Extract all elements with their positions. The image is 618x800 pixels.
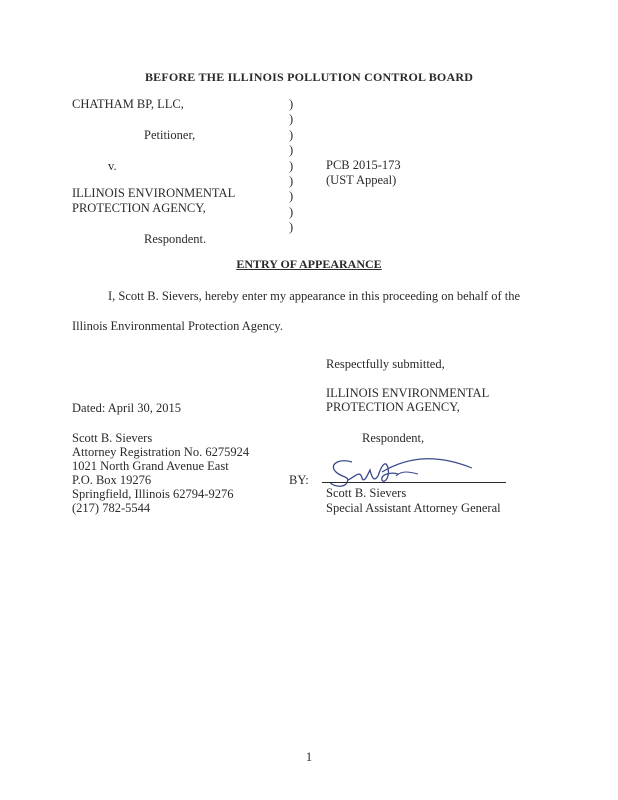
paren-mark: ) <box>289 127 294 142</box>
paren-mark: ) <box>289 112 294 127</box>
paren-mark: ) <box>289 204 294 219</box>
contact-registration: Attorney Registration No. 6275924 <box>72 445 250 459</box>
body-text-line1: I, Scott B. Sievers, hereby enter my appearance in this proceeding on behalf of the <box>108 289 521 303</box>
respondent-name-line2: PROTECTION AGENCY, <box>72 201 206 215</box>
contact-city: Springfield, Illinois 62794-9276 <box>72 487 234 501</box>
agency-line1: ILLINOIS ENVIRONMENTAL <box>326 386 490 400</box>
respectfully-submitted: Respectfully submitted, <box>326 357 445 371</box>
respondent-label: Respondent, <box>362 431 425 445</box>
document-title: BEFORE THE ILLINOIS POLLUTION CONTROL BOARD <box>144 70 474 84</box>
respondent-name-line1: ILLINOIS ENVIRONMENTAL <box>72 186 236 200</box>
petitioner-name: CHATHAM BP, LLC, <box>72 97 184 111</box>
signer-title: Special Assistant Attorney General <box>326 501 501 515</box>
paren-mark: ) <box>289 143 294 158</box>
signer-name: Scott B. Sievers <box>326 486 407 500</box>
versus-label: v. <box>108 159 117 173</box>
paren-mark: ) <box>289 158 294 173</box>
paren-mark: ) <box>289 220 294 235</box>
contact-address: 1021 North Grand Avenue East <box>72 459 229 473</box>
by-label: BY: <box>289 473 309 487</box>
paren-mark: ) <box>289 173 294 188</box>
paren-mark: ) <box>289 97 294 111</box>
respondent-role: Respondent. <box>144 232 207 246</box>
case-type: (UST Appeal) <box>326 173 397 187</box>
contact-po-box: P.O. Box 19276 <box>72 473 152 487</box>
signature-line <box>322 482 506 483</box>
signature-image <box>322 450 482 490</box>
body-text-line2: Illinois Environmental Protection Agency. <box>72 319 283 333</box>
section-heading: ENTRY OF APPEARANCE <box>236 257 382 271</box>
petitioner-role: Petitioner, <box>144 128 196 142</box>
dated-line: Dated: April 30, 2015 <box>72 401 182 415</box>
paren-mark: ) <box>289 189 294 204</box>
caption-parentheses <box>289 97 293 236</box>
agency-line2: PROTECTION AGENCY, <box>326 400 460 414</box>
contact-name: Scott B. Sievers <box>72 431 153 445</box>
case-number: PCB 2015-173 <box>326 158 401 172</box>
page-number: 1 <box>305 750 313 764</box>
contact-phone: (217) 782-5544 <box>72 501 151 515</box>
